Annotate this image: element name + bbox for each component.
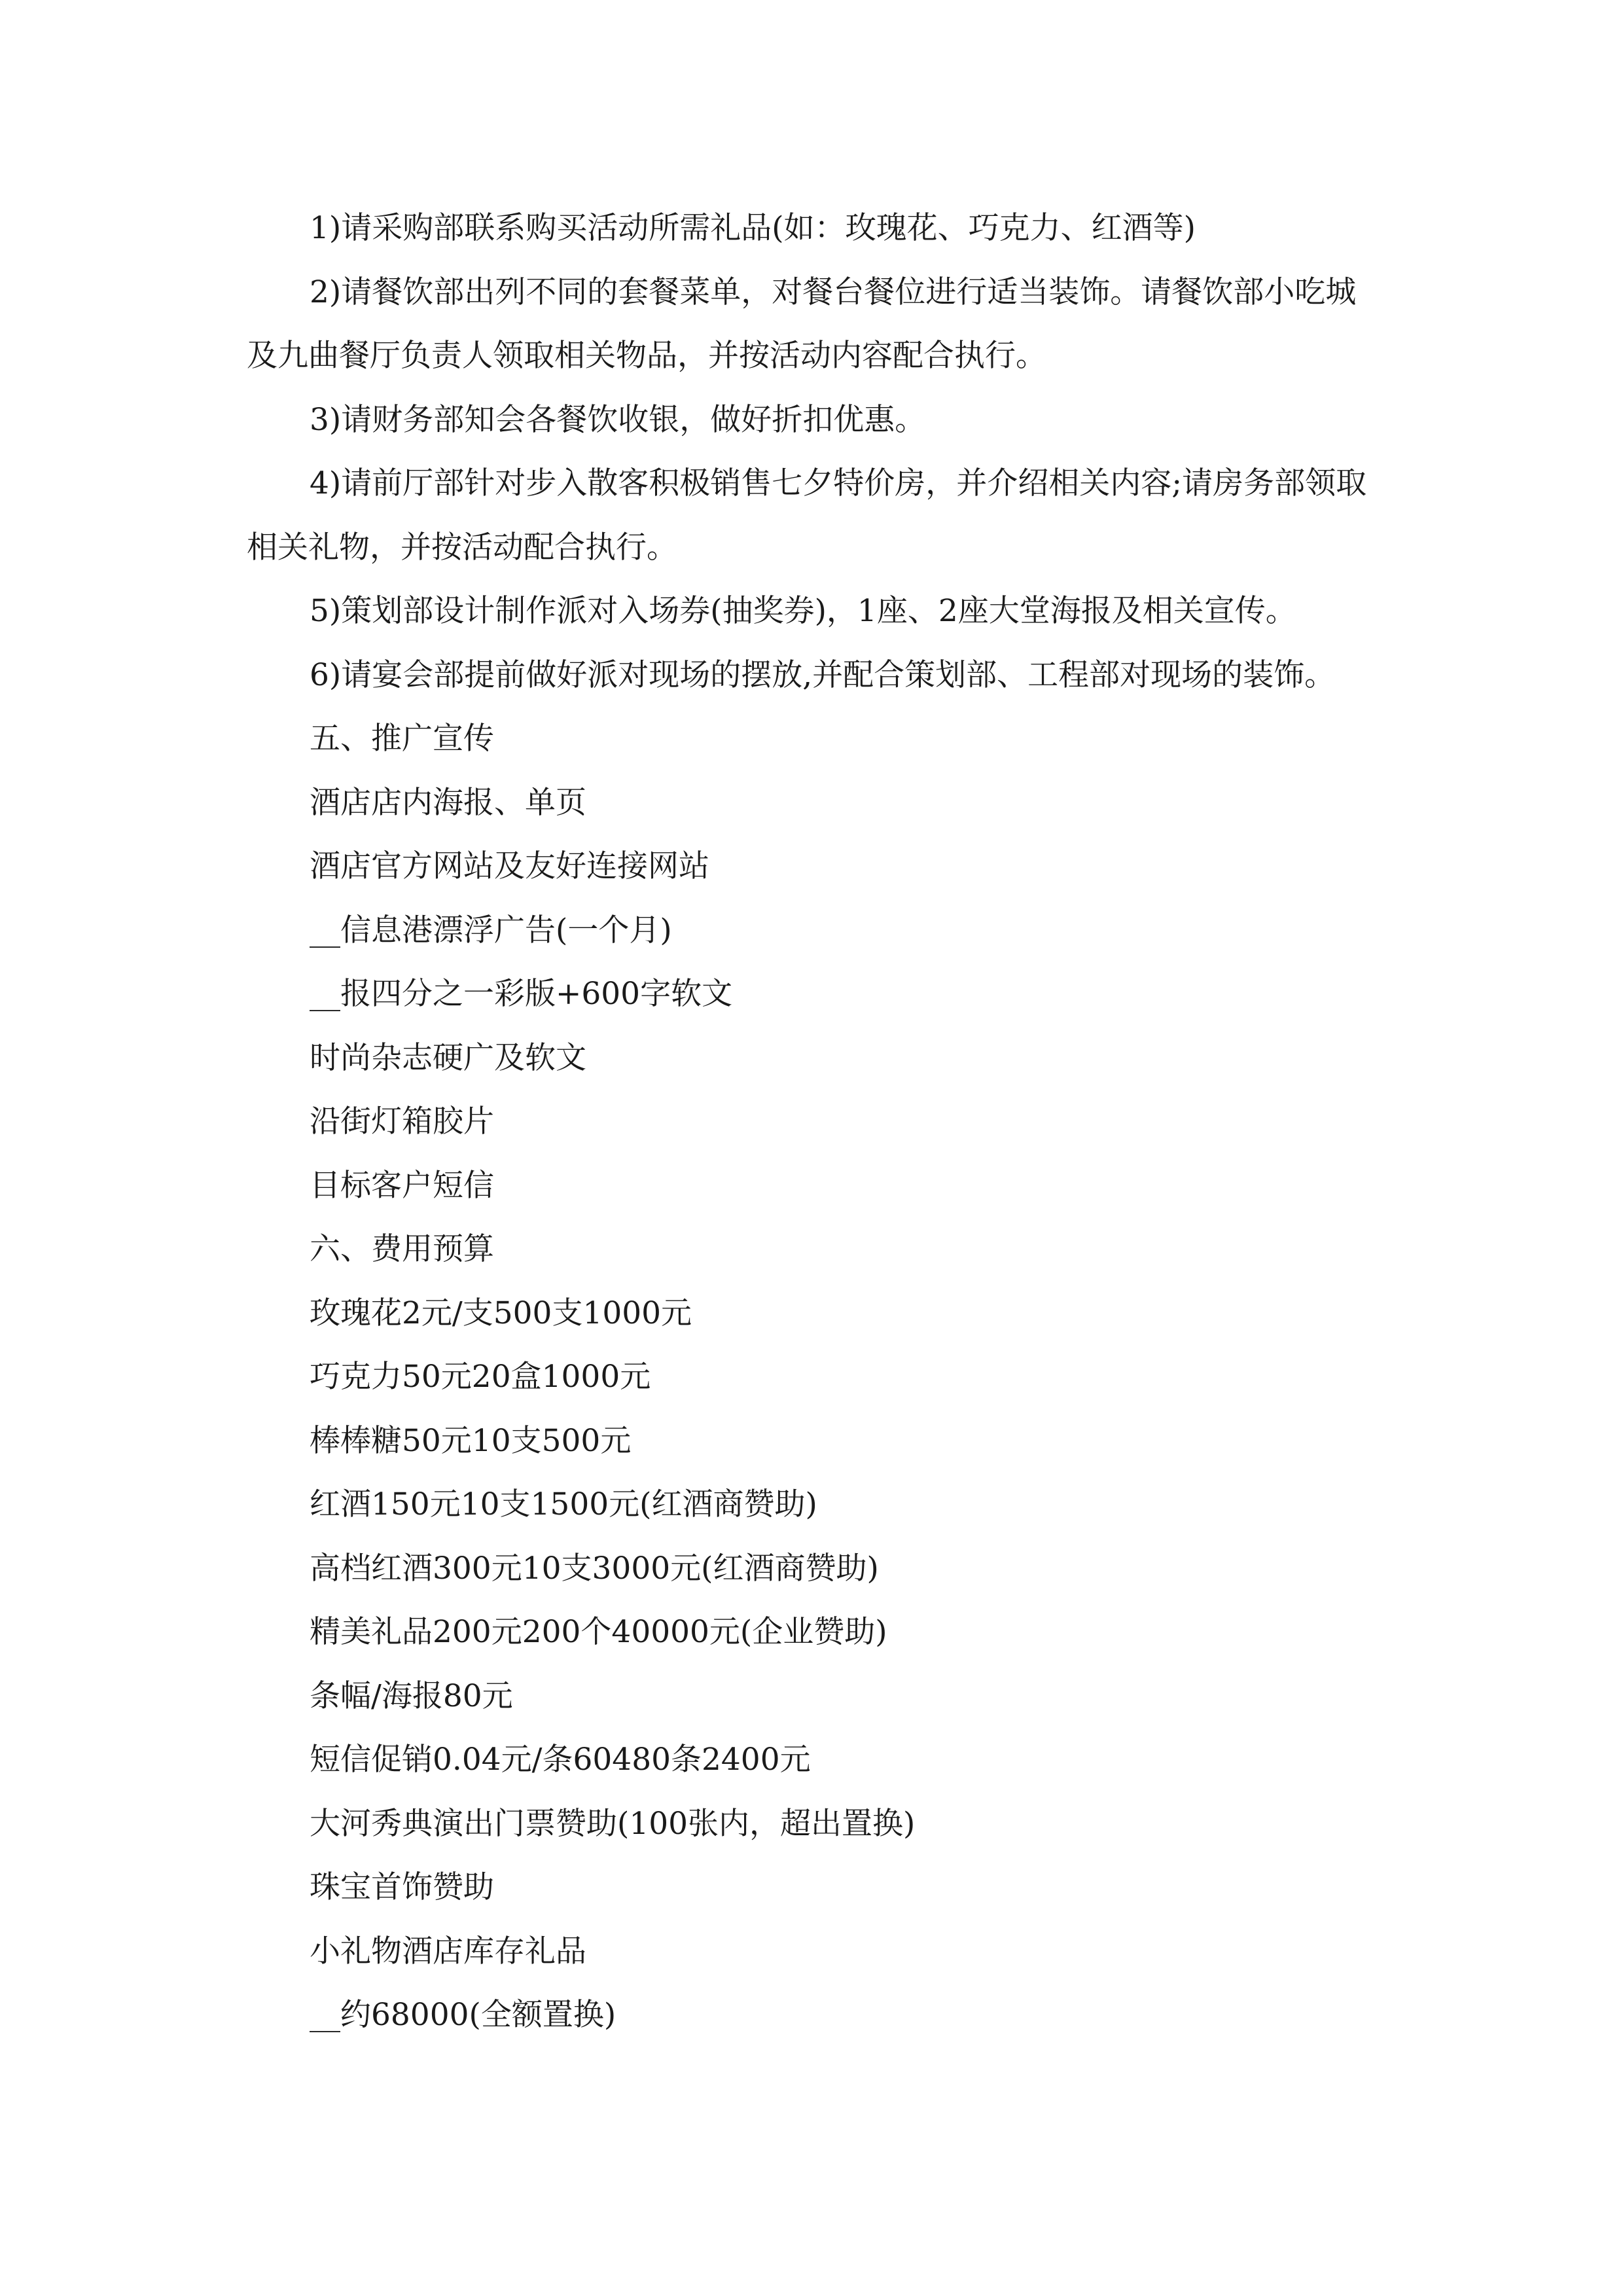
paragraph-6: 6)请宴会部提前做好派对现场的摆放,并配合策划部、工程部对现场的装饰。 [310, 656, 1336, 693]
budget-item: 玫瑰花2元/支500支1000元 [310, 1295, 692, 1331]
budget-item: 棒棒糖50元10支500元 [310, 1422, 632, 1459]
section-heading-promotion: 五、推广宣传 [310, 721, 494, 757]
budget-item: 珠宝首饰赞助 [310, 1869, 494, 1905]
promotion-item: 目标客户短信 [310, 1167, 494, 1204]
budget-item: 条幅/海报80元 [310, 1677, 513, 1714]
promotion-item: 酒店官方网站及友好连接网站 [310, 848, 709, 884]
budget-item: 红酒150元10支1500元(红酒商赞助) [310, 1486, 817, 1522]
budget-item: 小礼物酒店库存礼品 [310, 1933, 586, 1969]
promotion-item: 时尚杂志硬广及软文 [310, 1039, 586, 1076]
promotion-item: __信息港漂浮广告(一个月) [310, 912, 672, 948]
paragraph-2: 2)请餐饮部出列不同的套餐菜单，对餐台餐位进行适当装饰。请餐饮部小吃城及九曲餐厅负责人领取相关物品，并按活动内容配合执行。 [247, 274, 1357, 374]
budget-item: __约68000(全额置换) [310, 1997, 616, 2033]
budget-item: 精美礼品200元200个40000元(企业赞助) [310, 1614, 887, 1650]
paragraph-4: 4)请前厅部针对步入散客积极销售七夕特价房，并介绍相关内容;请房务部领取相关礼物，并按活动配合执行。 [247, 465, 1367, 565]
budget-item: 高档红酒300元10支3000元(红酒商赞助) [310, 1550, 879, 1587]
section-heading-budget: 六、费用预算 [310, 1231, 494, 1267]
promotion-item: 酒店店内海报、单页 [310, 784, 586, 821]
paragraph-1: 1)请采购部联系购买活动所需礼品(如：玫瑰花、巧克力、红酒等) [310, 210, 1196, 246]
promotion-item: 沿街灯箱胶片 [310, 1103, 494, 1139]
document-body [247, 196, 1379, 2047]
paragraph-5: 5)策划部设计制作派对入场券(抽奖券)，1座、2座大堂海报及相关宣传。 [310, 593, 1296, 629]
budget-item: 大河秀典演出门票赞助(100张内，超出置换) [310, 1805, 916, 1842]
paragraph-3: 3)请财务部知会各餐饮收银，做好折扣优惠。 [310, 401, 926, 438]
promotion-item: __报四分之一彩版+600字软文 [310, 976, 733, 1012]
budget-item: 短信促销0.04元/条60480条2400元 [310, 1742, 811, 1778]
budget-item: 巧克力50元20盒1000元 [310, 1359, 651, 1395]
